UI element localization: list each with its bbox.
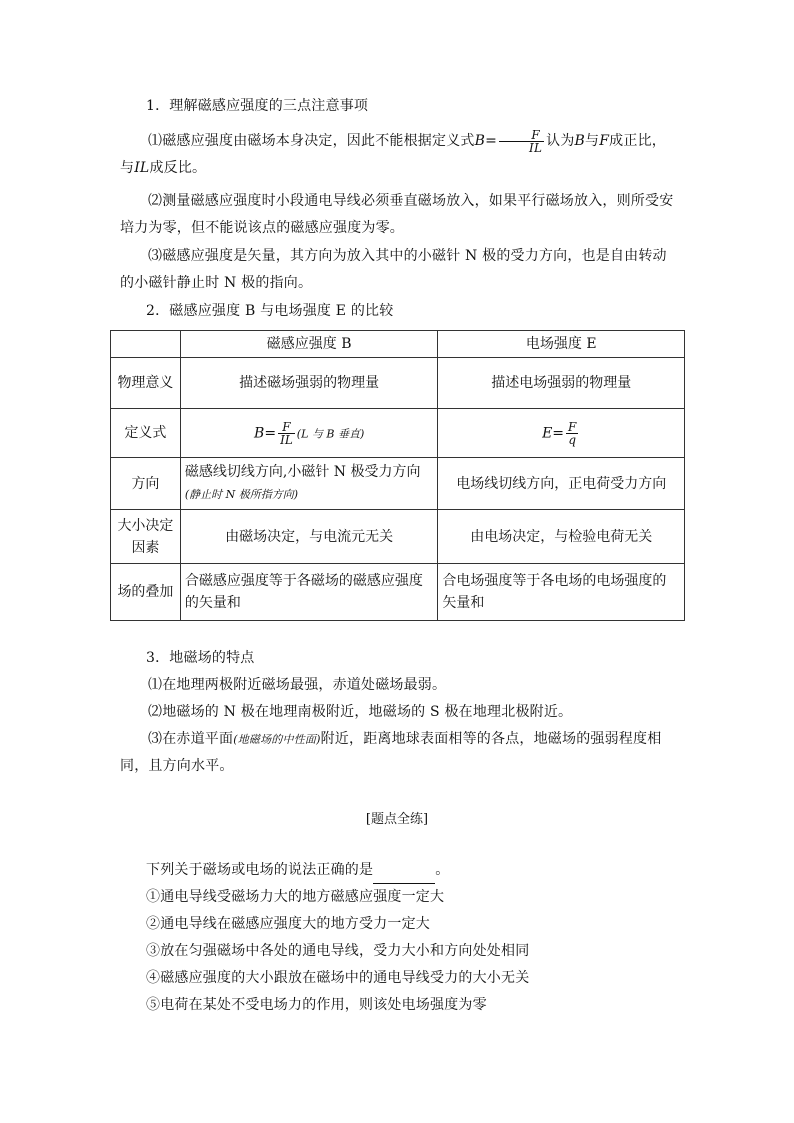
p1-formula-numerator: F bbox=[531, 127, 540, 142]
section-2-title: 2．磁感应强度 B 与电场强度 E 的比较 bbox=[146, 303, 394, 319]
e-formula-denominator: q bbox=[566, 433, 578, 446]
p1-var-b: B bbox=[574, 133, 586, 149]
table-row-label: 场的叠加 bbox=[111, 564, 181, 621]
p3-text-a: ⑶在赤道平面 bbox=[148, 731, 234, 747]
table-cell bbox=[180, 409, 438, 458]
direction-b-main: 磁感线切线方向,小磁针 N 极受力方向 bbox=[184, 464, 421, 480]
table-header-cell bbox=[111, 331, 181, 358]
table-row bbox=[111, 409, 685, 458]
option-item: ②通电导线在磁感应强度大的地方受力一定大 bbox=[146, 916, 430, 932]
section-1-paragraph-3: ⑶磁感应强度是矢量，其方向为放入其中的小磁针 N 极的受力方向，也是自由转动的小磁针静止时 N 极的指向。 bbox=[120, 248, 667, 291]
table-row bbox=[111, 458, 685, 510]
e-formula-numerator: F bbox=[568, 419, 577, 434]
option-item: ⑤电荷在某处不受电场力的作用，则该处电场强度为零 bbox=[146, 997, 487, 1013]
table-cell: 由电场决定，与检验电荷无关 bbox=[438, 510, 685, 564]
option-item: ③放在匀强磁场中各处的通电导线，受力大小和方向处处相同 bbox=[146, 943, 530, 959]
table-row-label: 定义式 bbox=[111, 409, 181, 458]
table-cell bbox=[438, 409, 685, 458]
table-cell: 电场线切线方向，正电荷受力方向 bbox=[438, 458, 685, 510]
e-formula-fraction bbox=[566, 421, 578, 446]
answer-blank[interactable] bbox=[373, 869, 435, 884]
section-1-paragraph-2: ⑵测量磁感应强度时小段通电导线必须垂直磁场放入，如果平行磁场放入，则所受安培力为零，但不能说该点的磁感应强度为零。 bbox=[120, 193, 674, 236]
option-item: ①通电导线受磁场力大的地方磁感应强度一定大 bbox=[146, 889, 445, 905]
question-stem-text: 下列关于磁场或电场的说法正确的是 bbox=[146, 862, 374, 878]
section-3-paragraph-2: ⑵地磁场的 N 极在地理南极附近，地磁场的 S 极在地理北极附近。 bbox=[148, 704, 573, 720]
table-row bbox=[111, 564, 685, 621]
direction-b-note: (静止时 N 极所指方向) bbox=[184, 488, 299, 501]
table-row-label: 大小决定因素 bbox=[111, 510, 181, 564]
table-row-label: 物理意义 bbox=[111, 358, 181, 409]
p3-text-b: 附近，距离地球表面相等的各点，地磁场的强弱程度相同，且方向水平。 bbox=[120, 731, 662, 774]
section-1-title: 1．理解磁感应强度的三点注意事项 bbox=[146, 98, 369, 114]
table-cell bbox=[180, 458, 438, 510]
section-3-paragraph-1: ⑴在地理两极附近磁场最强，赤道处磁场最弱。 bbox=[148, 677, 447, 693]
p1-text-b: 认为 bbox=[546, 133, 575, 149]
question-stem-end: 。 bbox=[435, 862, 450, 878]
table-row bbox=[111, 358, 685, 409]
p1-var-il: IL bbox=[134, 160, 150, 176]
p1-text-c: 与 bbox=[585, 133, 600, 149]
comparison-table bbox=[110, 330, 685, 621]
option-item: ④磁感应强度的大小跟放在磁场中的通电导线受力的大小无关 bbox=[146, 970, 530, 986]
section-1-paragraph-1 bbox=[120, 128, 680, 182]
p1-formula-denominator: IL bbox=[499, 141, 544, 154]
p3-note: (地磁场的中性面) bbox=[233, 733, 321, 746]
table-header-cell: 电场强度 E bbox=[438, 331, 685, 358]
p1-var-f: F bbox=[599, 133, 610, 149]
practice-tag: [题点全练] bbox=[365, 812, 429, 827]
question-stem bbox=[146, 857, 666, 884]
table-cell: 由磁场决定，与电流元无关 bbox=[180, 510, 438, 564]
p1-text-d: 成正比，与 bbox=[120, 133, 666, 176]
b-formula-numerator: F bbox=[282, 419, 291, 434]
table-cell: 合磁感应强度等于各磁场的磁感应强度的矢量和 bbox=[180, 564, 438, 621]
p1-formula-lhs: B= bbox=[474, 133, 498, 149]
section-3-paragraph-3 bbox=[120, 726, 680, 780]
section-3-title: 3．地磁场的特点 bbox=[146, 650, 255, 666]
b-formula-lhs: B= bbox=[254, 425, 277, 441]
p1-text-e: 成反比。 bbox=[149, 160, 207, 176]
table-header-cell: 磁感应强度 B bbox=[180, 331, 438, 358]
e-formula-lhs: E= bbox=[542, 425, 565, 441]
table-header-row bbox=[111, 331, 685, 358]
p1-text-a: ⑴磁感应强度由磁场本身决定，因此不能根据定义式 bbox=[148, 133, 475, 149]
table-cell: 合电场强度等于各电场的电场强度的矢量和 bbox=[438, 564, 685, 621]
p1-formula-fraction bbox=[499, 129, 544, 154]
table-cell: 描述磁场强弱的物理量 bbox=[180, 358, 438, 409]
b-formula-fraction bbox=[278, 421, 295, 446]
table-row bbox=[111, 510, 685, 564]
table-row-label: 方向 bbox=[111, 458, 181, 510]
b-formula-note: (L 与 B 垂直) bbox=[296, 427, 365, 440]
b-formula-denominator: IL bbox=[280, 432, 293, 447]
table-cell: 描述电场强弱的物理量 bbox=[438, 358, 685, 409]
